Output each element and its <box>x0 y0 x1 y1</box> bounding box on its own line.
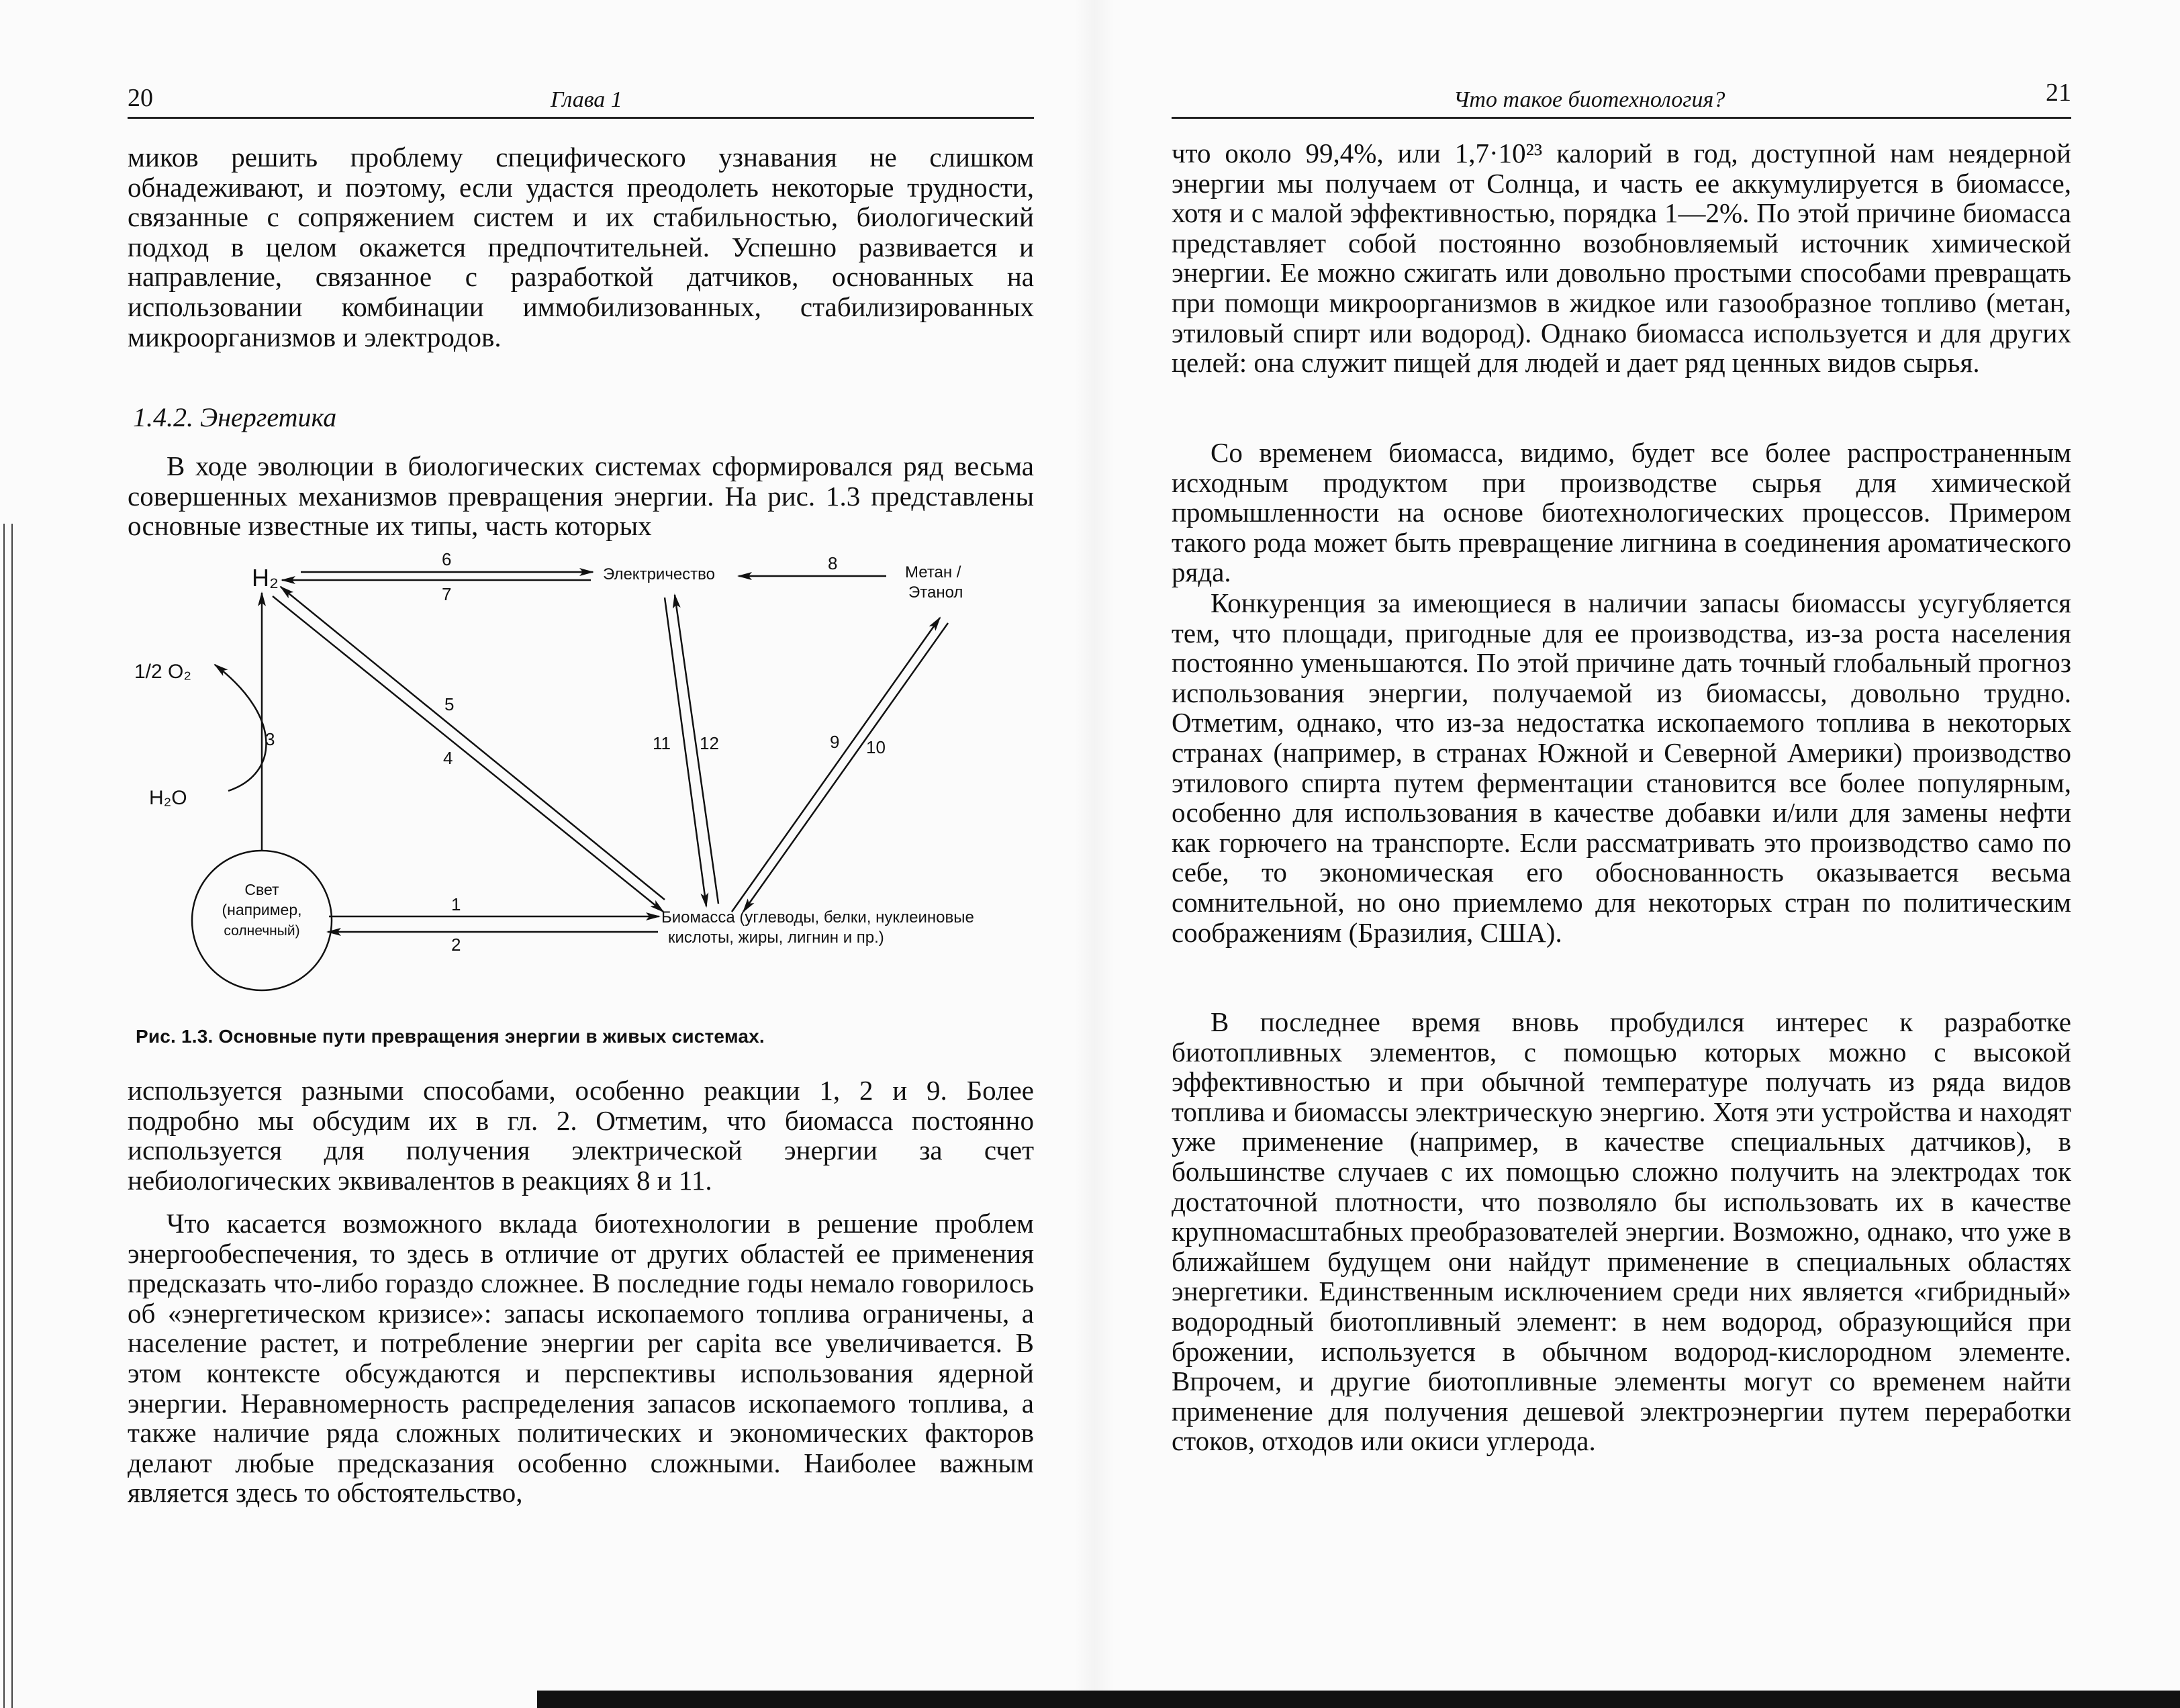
left-bottom-paragraph-2 <box>128 1208 1034 1508</box>
node-light-3: солнечный) <box>224 923 300 939</box>
arrow-5 <box>281 587 665 900</box>
label-10: 10 <box>866 737 886 757</box>
paragraph-lines: Со временем биомасса, видимо, будет все более распространенным исходным продуктом при производстве сырья для химической промышленности на основе биотехнологических процессов. Примером такого рода может быть превращение лигнина в соединения ароматического ряда. <box>1172 437 2071 588</box>
section-heading: 1.4.2. Энергетика <box>133 402 337 432</box>
left-running-head <box>128 79 1034 119</box>
left-page <box>128 0 1034 1708</box>
label-9: 9 <box>830 732 840 752</box>
node-methane-2: Этанол <box>908 583 963 602</box>
paragraph-lines: Конкуренция за имеющиеся в наличии запасы биомассы усугубляется тем, что площади, пригодные для ее производства, из-за роста населения постоянно уменьшаются. По этой причине дать точный глобальный прогноз использования энергии, получаемой из биомассы, довольно трудно. Отметим, однако, что из-за недостатка ископаемого топлива в некоторых странах (например, в странах Южной и Северной Америки) производство этилового спирта путем ферментации становится все более популярным, особенно для использования в качестве добавки и/или для замены нефти как горючего на транспорте. Если рассматривать это производство само по себе, то экономическая его обоснованность оказывается весьма сомнительной, но оно приемлемо для некоторых стран по политическим соображениям (Бразилия, США). <box>1172 587 2071 948</box>
node-h2o: H₂O <box>149 787 187 809</box>
left-top-paragraph <box>128 142 1034 352</box>
label-4: 4 <box>443 748 453 768</box>
right-paragraph-2 <box>1172 438 2071 587</box>
node-light-1: Свет <box>244 881 279 898</box>
node-methane-1: Метан / <box>905 563 961 581</box>
node-electricity: Электричество <box>603 565 715 583</box>
right-running-title: Что такое биотехнология? <box>1454 87 1725 112</box>
right-paragraph-4 <box>1172 1007 2071 1456</box>
label-11: 11 <box>653 733 671 753</box>
page-bottom-edge <box>537 1691 2180 1708</box>
left-section-intro <box>128 451 1034 541</box>
label-1: 1 <box>451 894 461 914</box>
node-half-o2: 1/2 O₂ <box>134 661 192 683</box>
book-edge-lines <box>0 524 16 1708</box>
label-2: 2 <box>451 935 461 955</box>
left-page-number: 20 <box>128 84 153 112</box>
right-running-head <box>1172 79 2071 119</box>
label-12: 12 <box>700 733 719 753</box>
arrow-4 <box>273 596 663 912</box>
paragraph-lines: Что касается возможного вклада биотехнологии в решение проблем энергообеспечения, то здесь в отличие от других областей ее применения предсказать что-либо гораздо сложнее. В последние годы немало говорилось об «энергетическом кризисе»: запасы ископаемого топлива ограничены, а население растет, и потребление энергии per capita все увеличивается. В этом контексте обсуждаются и перспективы использования ядерной энергии. Неравномерность распределения запасов ископаемого топлива, а также наличие ряда сложных политических и экономических факторов делают любые предсказания особенно сложными. Наиболее важным является здесь то обстоятельство, <box>128 1208 1034 1509</box>
paragraph-lines: В последнее время вновь пробудился интерес к разработке биотопливных элементов, с помощью которых можно с высокой эффективностью и при обычной температуре получать из ряда видов топлива и биомассы электрическую энергию. Хотя эти устройства и находят уже применение (например, в качестве специальных датчиков), в большинстве случаев с их помощью сложно получить на электродах ток достаточной плотности, что позволяло бы использовать их в качестве крупномасштабных преобразователей энергии. Возможно, однако, что уже в ближайшем будущем они найдут применение в специальных областях энергетики. Единственным исключением среди них является «гибридный» водородный биотопливный элемент: в нем водород, образующийся при брожении, используется в обычном водород-кислородном элементе. Впрочем, и другие биотопливные элементы могут со временем найти применение для получения дешевой электроэнергии путем переработки стоков, отходов или окиси углерода. <box>1172 1006 2071 1457</box>
energy-pathways-diagram <box>128 549 1034 1033</box>
figure-caption: Рис. 1.3. Основные пути превращения энергии в живых системах. <box>136 1026 765 1047</box>
right-paragraph-1 <box>1172 138 2071 378</box>
left-running-title: Глава 1 <box>551 87 622 112</box>
label-7: 7 <box>442 584 452 604</box>
paragraph-lines: В ходе эволюции в биологических системах сформировался ряд весьма совершенных механизмов превращения энергии. На рис. 1.3 представлены основные известные их типы, часть которых <box>128 450 1034 542</box>
left-bottom-paragraph-1 <box>128 1076 1034 1195</box>
arrow-10 <box>743 623 948 912</box>
label-8: 8 <box>828 553 838 573</box>
right-paragraph-3 <box>1172 588 2071 947</box>
node-h2: H₂ <box>252 564 279 591</box>
right-page <box>1172 0 2071 1708</box>
arrow-3-water-split <box>215 665 266 791</box>
paragraph-lines: используется разными способами, особенно реакции 1, 2 и 9. Более подробно мы обсудим их в гл. 2. Отметим, что биомасса постоянно используется для получения электрической энергии за счет небиологических эквивалентов в реакциях 8 и 11. <box>128 1075 1034 1196</box>
paragraph-lines: что около 99,4%, или 1,7·10²³ калорий в год, доступной нам неядерной энергии мы получаем от Солнца, и часть ее аккумулируется в биомассе, хотя и с малой эффективностью, порядка 1—2%. По этой причине биомасса представляет собой постоянно возобновляемый источник химической энергии. Ее можно сжигать или довольно простыми способами превращать при помощи микроорганизмов в жидкое или газообразное топливо (метан, этиловый спирт или водород). Однако биомасса используется и для других целей: она служит пищей для людей и дает ряд ценных видов сырья. <box>1172 138 2071 379</box>
arrow-9 <box>732 618 940 912</box>
node-light-2: (например, <box>222 901 302 918</box>
right-page-number: 21 <box>2046 79 2071 107</box>
node-biomass-2: кислоты, жиры, лигнин и пр.) <box>668 929 884 947</box>
label-5: 5 <box>444 694 455 714</box>
figure-energy-pathways <box>128 549 1034 1033</box>
label-3: 3 <box>265 729 275 749</box>
light-circle <box>192 851 332 990</box>
paragraph-lines: миков решить проблему специфического узнавания не слишком обнадеживают, и поэтому, если удастся преодолеть некоторые трудности, связанные с сопряжением систем и их стабильностью, биологический подход в целом окажется предпочтительней. Успешно развивается и направление, связанное с разработкой датчиков, основанных на использовании комбинации иммобилизованных, стабилизированных микроорганизмов и электродов. <box>128 142 1034 352</box>
node-biomass-1: Биомасса (углеводы, белки, нуклеиновые <box>661 908 974 927</box>
label-6: 6 <box>442 549 452 569</box>
book-gutter <box>1074 0 1115 1708</box>
